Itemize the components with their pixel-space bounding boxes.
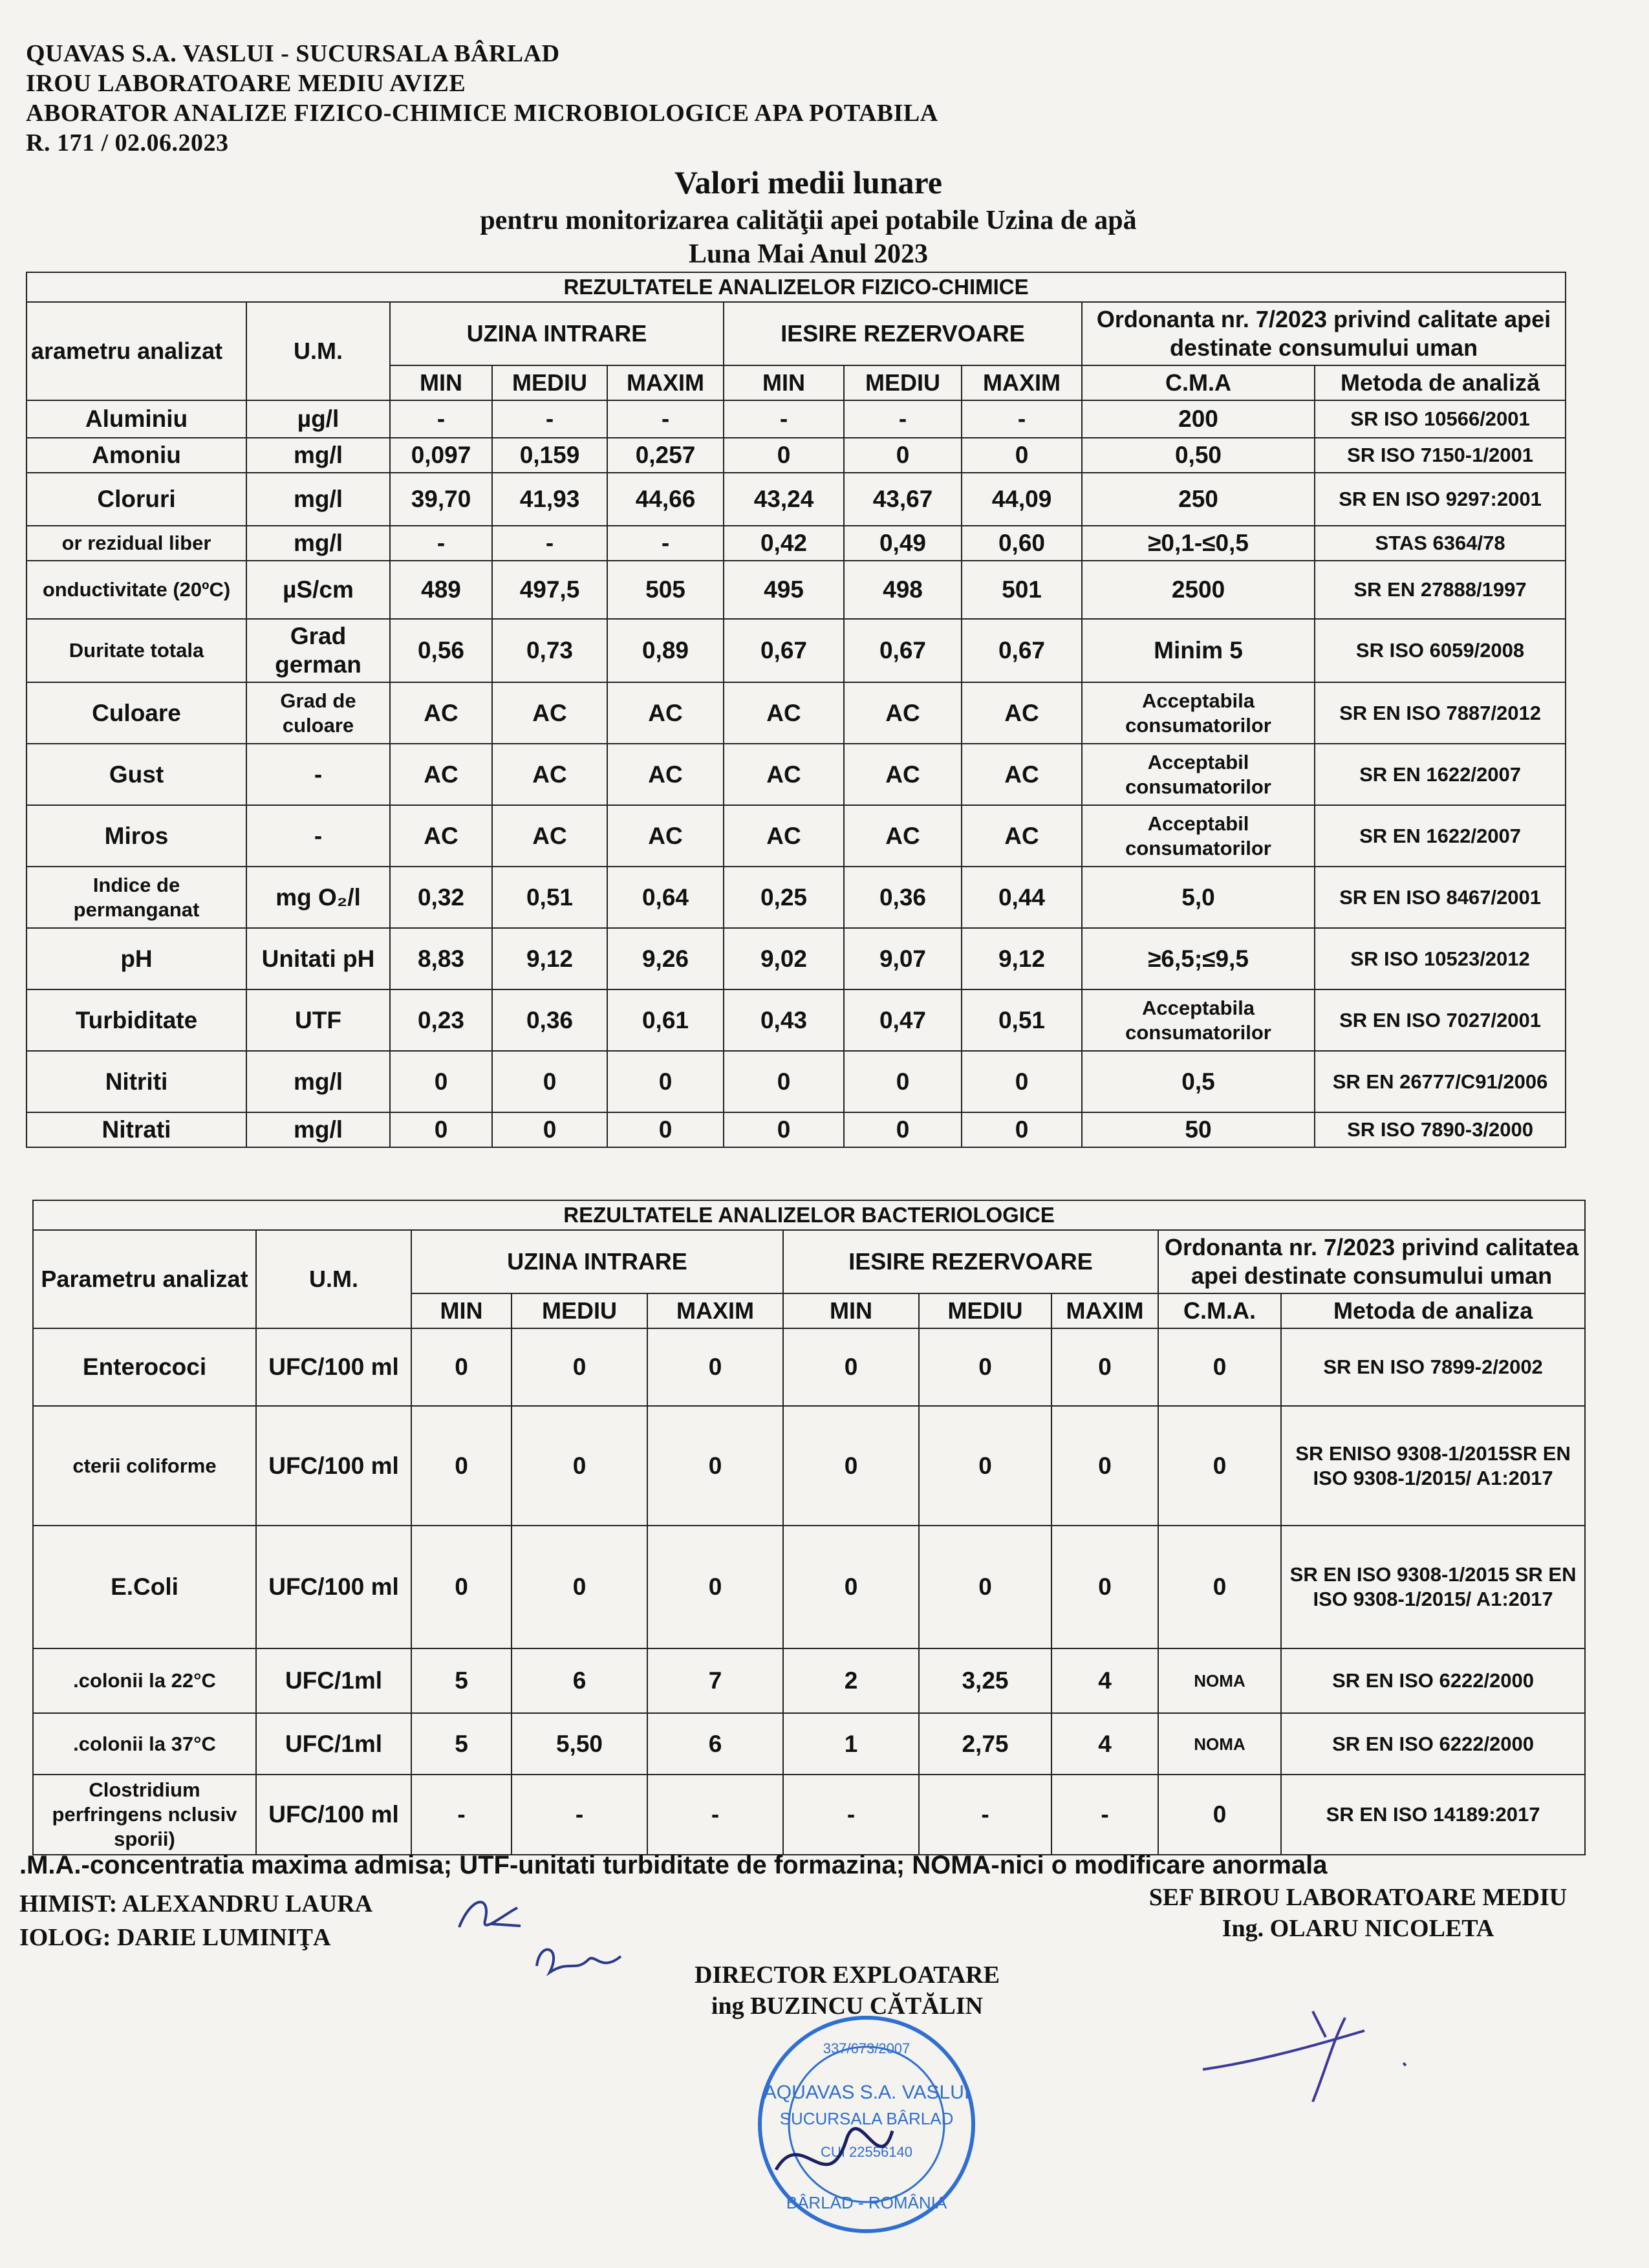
chem-group-out: IESIRE REZERVOARE	[724, 302, 1082, 365]
chem-cell-cma: 2500	[1082, 561, 1315, 619]
chem-cell-um: Grad german	[246, 619, 390, 682]
bact-cell-out-min: 0	[783, 1328, 919, 1406]
chem-cell-in-mediu: AC	[492, 805, 607, 867]
chem-cell-in-min: 489	[390, 561, 492, 619]
bact-cell-metoda: SR EN ISO 6222/2000	[1281, 1648, 1585, 1713]
bact-cell-out-mediu: 0	[919, 1526, 1051, 1648]
chem-cell-um: mg/l	[246, 1051, 390, 1112]
bact-cell-cma: NOMA	[1158, 1713, 1281, 1775]
chem-cell-in-mediu: 0,51	[492, 867, 607, 928]
chem-cell-um: -	[246, 744, 390, 805]
chem-cell-in-min: 0,23	[390, 989, 492, 1051]
chem-cell-cma: 5,0	[1082, 867, 1315, 928]
chem-cell-out-mediu: 0,67	[844, 619, 962, 682]
bact-cell-in-min: 0	[411, 1406, 512, 1526]
chem-mediu-out: MEDIU	[844, 365, 962, 400]
chem-cell-out-maxim: AC	[962, 744, 1082, 805]
bact-cell-um: UFC/1ml	[256, 1648, 411, 1713]
chem-cell-out-mediu: 0	[844, 1051, 962, 1112]
chem-mediu-in: MEDIU	[492, 365, 607, 400]
chem-cell-cma: Minim 5	[1082, 619, 1315, 682]
bact-cell-um: UFC/100 ml	[256, 1775, 411, 1855]
chem-cell-param: Turbiditate	[27, 989, 246, 1051]
chem-cell-um: mg/l	[246, 438, 390, 473]
chem-cell-cma: 50	[1082, 1112, 1315, 1147]
chief-signature	[1196, 1992, 1429, 2121]
chem-row	[27, 400, 1566, 438]
bact-cell-um: UFC/100 ml	[256, 1406, 411, 1526]
chem-section-row	[27, 272, 1566, 302]
chem-cell-out-min: -	[724, 400, 844, 438]
bact-mediu-out: MEDIU	[919, 1293, 1051, 1328]
chem-cell-out-min: 0,67	[724, 619, 844, 682]
chem-cell-out-min: AC	[724, 744, 844, 805]
chem-cell-in-maxim: 505	[607, 561, 724, 619]
bact-cell-in-min: -	[411, 1775, 512, 1855]
chem-row	[27, 1112, 1566, 1147]
chem-cell-in-min: 39,70	[390, 473, 492, 526]
chem-cell-in-min: 8,83	[390, 928, 492, 989]
bact-cma: C.M.A.	[1158, 1293, 1281, 1328]
chem-cell-in-mediu: 0,36	[492, 989, 607, 1051]
registration-number: R. 171 / 02.06.2023	[26, 129, 229, 157]
chem-cell-out-mediu: 9,07	[844, 928, 962, 989]
bact-section-title: REZULTATELE ANALIZELOR BACTERIOLOGICE	[33, 1200, 1585, 1230]
document-title: Valori medii lunare	[674, 164, 942, 200]
chem-cell-in-min: 0,32	[390, 867, 492, 928]
bact-cell-in-mediu: -	[512, 1775, 647, 1855]
chem-cell-out-maxim: 0,67	[962, 619, 1082, 682]
chem-cell-in-maxim: 0,64	[607, 867, 724, 928]
bact-cell-out-mediu: -	[919, 1775, 1051, 1855]
bact-cell-metoda: SR EN ISO 14189:2017	[1281, 1775, 1585, 1855]
bact-cell-cma: 0	[1158, 1775, 1281, 1855]
chem-cell-out-maxim: AC	[962, 682, 1082, 744]
director-name: ing BUZINCU CĂTĂLIN	[711, 1993, 984, 2020]
bact-cell-out-min: 0	[783, 1406, 919, 1526]
chem-cell-in-mediu: 0,73	[492, 619, 607, 682]
chem-cell-metoda: SR ISO 10566/2001	[1315, 400, 1566, 438]
chem-min-out: MIN	[724, 365, 844, 400]
chem-cell-in-min: 0	[390, 1112, 492, 1147]
bact-cell-in-mediu: 6	[512, 1648, 647, 1713]
chem-cell-out-min: AC	[724, 682, 844, 744]
chem-cell-um: mg/l	[246, 1112, 390, 1147]
chem-cell-metoda: SR EN ISO 7887/2012	[1315, 682, 1566, 744]
bact-cell-in-min: 5	[411, 1713, 512, 1775]
chem-cell-in-maxim: 0,257	[607, 438, 724, 473]
bact-cell-out-mediu: 2,75	[919, 1713, 1051, 1775]
department-name: IROU LABORATOARE MEDIU AVIZE	[26, 70, 466, 97]
chem-cell-cma: Acceptabila consumatorilor	[1082, 682, 1315, 744]
chem-cell-um: Unitati pH	[246, 928, 390, 989]
chem-cell-metoda: SR ISO 7150-1/2001	[1315, 438, 1566, 473]
chem-cell-in-maxim: AC	[607, 682, 724, 744]
chem-group-in: UZINA INTRARE	[390, 302, 724, 365]
chem-cell-param: Miros	[27, 805, 246, 867]
chem-cell-in-min: 0,56	[390, 619, 492, 682]
bact-group-out: IESIRE REZERVOARE	[783, 1230, 1158, 1293]
chem-maxim-out: MAXIM	[962, 365, 1082, 400]
bact-cell-in-min: 0	[411, 1328, 512, 1406]
bact-cell-out-min: -	[783, 1775, 919, 1855]
chem-cell-param: Cloruri	[27, 473, 246, 526]
bact-cell-out-maxim: 4	[1051, 1713, 1158, 1775]
bact-cell-in-mediu: 0	[512, 1406, 647, 1526]
bact-cell-um: UFC/100 ml	[256, 1526, 411, 1648]
chem-cell-metoda: STAS 6364/78	[1315, 526, 1566, 561]
bact-min-out: MIN	[783, 1293, 919, 1328]
chem-cell-out-maxim: 0,44	[962, 867, 1082, 928]
chem-row	[27, 928, 1566, 989]
chem-row	[27, 619, 1566, 682]
chem-cell-metoda: SR ISO 10523/2012	[1315, 928, 1566, 989]
bact-cell-in-maxim: 0	[647, 1526, 783, 1648]
bact-cell-in-mediu: 5,50	[512, 1713, 647, 1775]
chem-cell-in-mediu: 497,5	[492, 561, 607, 619]
chem-maxim-in: MAXIM	[607, 365, 724, 400]
chem-group-ord: Ordonanta nr. 7/2023 privind calitate apei destinate consumului uman	[1082, 302, 1566, 365]
chem-cell-cma: ≥6,5;≤9,5	[1082, 928, 1315, 989]
chem-cell-in-min: -	[390, 400, 492, 438]
bact-group-in: UZINA INTRARE	[411, 1230, 783, 1293]
bact-cell-out-maxim: 4	[1051, 1648, 1158, 1713]
chem-cell-in-mediu: 9,12	[492, 928, 607, 989]
chem-cell-in-maxim: -	[607, 400, 724, 438]
chem-cell-param: Nitriti	[27, 1051, 246, 1112]
document-subtitle: pentru monitorizarea calităţii apei potabile Uzina de apă	[480, 206, 1137, 235]
bact-cell-cma: 0	[1158, 1328, 1281, 1406]
chem-cell-out-maxim: AC	[962, 805, 1082, 867]
bact-cell-out-maxim: 0	[1051, 1406, 1158, 1526]
chem-cell-um: mg/l	[246, 526, 390, 561]
chem-cell-out-mediu: 0	[844, 438, 962, 473]
chem-cell-in-min: 0,097	[390, 438, 492, 473]
bact-cell-cma: 0	[1158, 1526, 1281, 1648]
chem-cell-metoda: SR EN ISO 8467/2001	[1315, 867, 1566, 928]
chem-row	[27, 989, 1566, 1051]
chemist-signature	[453, 1888, 530, 1940]
bact-header-row	[33, 1230, 1585, 1293]
chem-cell-metoda: SR EN 27888/1997	[1315, 561, 1566, 619]
bact-body	[33, 1328, 1585, 1855]
document-footer	[19, 1850, 1604, 2020]
chem-cell-in-mediu: 41,93	[492, 473, 607, 526]
biologist-signature	[530, 1934, 627, 1985]
chem-cell-in-maxim: 0,61	[607, 989, 724, 1051]
bact-cell-um: UFC/100 ml	[256, 1328, 411, 1406]
chem-row	[27, 1051, 1566, 1112]
chem-cell-in-maxim: 0	[607, 1112, 724, 1147]
bact-row	[33, 1775, 1585, 1855]
chem-cell-um: µg/l	[246, 400, 390, 438]
chem-row	[27, 526, 1566, 561]
chem-cell-in-mediu: -	[492, 526, 607, 561]
chem-row	[27, 438, 1566, 473]
chem-cell-um: -	[246, 805, 390, 867]
chem-cell-out-min: AC	[724, 805, 844, 867]
bact-col-param: Parametru analizat	[33, 1230, 256, 1328]
chief-name: Ing. OLARU NICOLETA	[1222, 1915, 1494, 1942]
chem-cell-in-mediu: AC	[492, 682, 607, 744]
bact-cell-in-maxim: 6	[647, 1713, 783, 1775]
bact-cell-um: UFC/1ml	[256, 1713, 411, 1775]
chem-cell-cma: Acceptabil consumatorilor	[1082, 805, 1315, 867]
chem-cell-in-min: AC	[390, 805, 492, 867]
bact-cell-in-mediu: 0	[512, 1328, 647, 1406]
bact-row	[33, 1713, 1585, 1775]
chem-cell-cma: ≥0,1-≤0,5	[1082, 526, 1315, 561]
chem-cell-metoda: SR EN 26777/C91/2006	[1315, 1051, 1566, 1112]
chem-cell-param: Indice de permanganat	[27, 867, 246, 928]
chem-cell-param: Culoare	[27, 682, 246, 744]
bact-cell-in-min: 5	[411, 1648, 512, 1713]
chem-cell-out-min: 0	[724, 1112, 844, 1147]
bact-maxim-in: MAXIM	[647, 1293, 783, 1328]
bact-cell-in-maxim: 7	[647, 1648, 783, 1713]
chem-cell-in-mediu: AC	[492, 744, 607, 805]
chem-cell-out-mediu: 43,67	[844, 473, 962, 526]
bact-cell-in-maxim: -	[647, 1775, 783, 1855]
chem-cell-out-mediu: AC	[844, 682, 962, 744]
chem-row	[27, 744, 1566, 805]
chem-cell-cma: Acceptabil consumatorilor	[1082, 744, 1315, 805]
stamp-line1: 337/673/2007	[823, 2040, 911, 2057]
chem-section-title: REZULTATELE ANALIZELOR FIZICO-CHIMICE	[27, 272, 1566, 302]
chem-cell-metoda: SR EN 1622/2007	[1315, 744, 1566, 805]
bact-cell-out-min: 1	[783, 1713, 919, 1775]
chem-cell-param: Duritate totala	[27, 619, 246, 682]
bact-col-um: U.M.	[256, 1230, 411, 1328]
director-title: DIRECTOR EXPLOATARE	[695, 1961, 1000, 1989]
chief-block	[1106, 1882, 1610, 1944]
chem-cell-out-maxim: 501	[962, 561, 1082, 619]
chem-row	[27, 561, 1566, 619]
chem-cell-out-mediu: -	[844, 400, 962, 438]
stamp-line5: BÂRLAD - ROMÂNIA	[786, 2193, 947, 2212]
bact-cell-in-min: 0	[411, 1526, 512, 1648]
bact-row	[33, 1406, 1585, 1526]
bact-cell-param: cterii coliforme	[33, 1406, 256, 1526]
chem-cell-in-maxim: 0	[607, 1051, 724, 1112]
bact-cell-out-mediu: 0	[919, 1328, 1051, 1406]
chem-row	[27, 473, 1566, 526]
chem-body	[27, 400, 1566, 1147]
chem-metoda: Metoda de analiză	[1315, 365, 1566, 400]
bact-cell-out-maxim: 0	[1051, 1526, 1158, 1648]
bact-group-ord: Ordonanta nr. 7/2023 privind calitatea apei destinate consumului uman	[1158, 1230, 1585, 1293]
bact-maxim-out: MAXIM	[1051, 1293, 1158, 1328]
stamp-line2: AQUAVAS S.A. VASLUI	[763, 2082, 970, 2103]
chem-cell-out-maxim: 0	[962, 1051, 1082, 1112]
chem-cell-um: µS/cm	[246, 561, 390, 619]
chem-cell-out-maxim: -	[962, 400, 1082, 438]
chem-cell-out-mediu: 0,49	[844, 526, 962, 561]
bact-cell-out-maxim: -	[1051, 1775, 1158, 1855]
bact-cell-param: E.Coli	[33, 1526, 256, 1648]
chem-cell-out-min: 0	[724, 438, 844, 473]
bact-results-table	[32, 1200, 1586, 1855]
chem-cell-in-mediu: 0,159	[492, 438, 607, 473]
chem-min-in: MIN	[390, 365, 492, 400]
chem-cell-out-maxim: 0	[962, 1112, 1082, 1147]
chem-cell-out-min: 43,24	[724, 473, 844, 526]
company-stamp	[750, 2008, 983, 2241]
chem-cell-param: Aluminiu	[27, 400, 246, 438]
chem-row	[27, 805, 1566, 867]
bact-metoda: Metoda de analiza	[1281, 1293, 1585, 1328]
bact-cell-out-min: 2	[783, 1648, 919, 1713]
chem-cell-param: Amoniu	[27, 438, 246, 473]
laboratory-name: ABORATOR ANALIZE FIZICO-CHIMICE MICROBIOLOGICE APA POTABILA	[26, 100, 938, 127]
chem-cell-out-min: 0,25	[724, 867, 844, 928]
chemist-name: HIMIST: ALEXANDRU LAURA	[19, 1890, 373, 1917]
chem-cell-out-min: 0,42	[724, 526, 844, 561]
chem-cell-out-maxim: 44,09	[962, 473, 1082, 526]
chem-cell-metoda: SR ISO 6059/2008	[1315, 619, 1566, 682]
bact-row	[33, 1648, 1585, 1713]
bact-cell-metoda: SR ENISO 9308-1/2015SR EN ISO 9308-1/2015/ A1:2017	[1281, 1406, 1585, 1526]
chem-col-um: U.M.	[246, 302, 390, 400]
chief-title: SEF BIROU LABORATOARE MEDIU	[1148, 1884, 1568, 1911]
bact-cell-in-maxim: 0	[647, 1406, 783, 1526]
title-block	[259, 162, 1358, 270]
chem-cell-in-maxim: 9,26	[607, 928, 724, 989]
chem-cell-out-min: 495	[724, 561, 844, 619]
chem-row	[27, 682, 1566, 744]
bact-cell-param: Enterococi	[33, 1328, 256, 1406]
chem-cell-metoda: SR EN 1622/2007	[1315, 805, 1566, 867]
chem-cell-out-mediu: 498	[844, 561, 962, 619]
stamp-line4: CUI 22556140	[821, 2144, 912, 2160]
chem-cell-out-mediu: 0,36	[844, 867, 962, 928]
bact-cell-out-mediu: 0	[919, 1406, 1051, 1526]
chem-cell-cma: 0,50	[1082, 438, 1315, 473]
chem-cell-cma: 200	[1082, 400, 1315, 438]
chem-cell-cma: 250	[1082, 473, 1315, 526]
chem-cell-param: Gust	[27, 744, 246, 805]
chem-cell-out-maxim: 0,51	[962, 989, 1082, 1051]
bact-row	[33, 1328, 1585, 1406]
chem-cell-metoda: SR EN ISO 7027/2001	[1315, 989, 1566, 1051]
chem-cell-um: Grad de culoare	[246, 682, 390, 744]
bact-cell-param: .colonii la 22°C	[33, 1648, 256, 1713]
chem-cell-cma: Acceptabila consumatorilor	[1082, 989, 1315, 1051]
chem-cell-metoda: SR EN ISO 9297:2001	[1315, 473, 1566, 526]
chem-cell-in-min: AC	[390, 682, 492, 744]
chem-cell-out-maxim: 0,60	[962, 526, 1082, 561]
chem-cell-in-min: -	[390, 526, 492, 561]
bact-mediu-in: MEDIU	[512, 1293, 647, 1328]
chem-cell-out-mediu: 0	[844, 1112, 962, 1147]
chem-col-param: arametru analizat	[27, 302, 246, 400]
chem-cell-out-min: 0,43	[724, 989, 844, 1051]
bact-cell-metoda: SR EN ISO 6222/2000	[1281, 1713, 1585, 1775]
chem-cell-um: mg O₂/l	[246, 867, 390, 928]
chem-cell-out-maxim: 9,12	[962, 928, 1082, 989]
chem-cell-param: pH	[27, 928, 246, 989]
bact-cell-cma: 0	[1158, 1406, 1281, 1526]
stamp-line3: SUCURSALA BÂRLAD	[779, 2109, 954, 2128]
chem-cell-out-mediu: AC	[844, 744, 962, 805]
chem-cell-param: or rezidual liber	[27, 526, 246, 561]
bact-section-row	[33, 1200, 1585, 1230]
bact-cell-out-mediu: 3,25	[919, 1648, 1051, 1713]
bact-cell-out-maxim: 0	[1051, 1328, 1158, 1406]
chem-cell-metoda: SR ISO 7890-3/2000	[1315, 1112, 1566, 1147]
chem-cell-in-min: 0	[390, 1051, 492, 1112]
document-header	[26, 39, 1125, 158]
bact-cell-in-mediu: 0	[512, 1526, 647, 1648]
bact-cell-param: Clostridium perfringens nclusiv sporii)	[33, 1775, 256, 1855]
chem-cell-out-min: 9,02	[724, 928, 844, 989]
chem-row	[27, 867, 1566, 928]
bact-min-in: MIN	[411, 1293, 512, 1328]
chem-cma: C.M.A	[1082, 365, 1315, 400]
chem-cell-in-maxim: AC	[607, 805, 724, 867]
bact-row	[33, 1526, 1585, 1648]
chem-cell-in-maxim: 0,89	[607, 619, 724, 682]
chem-cell-param: Nitrati	[27, 1112, 246, 1147]
chem-cell-in-mediu: -	[492, 400, 607, 438]
chem-cell-in-maxim: 44,66	[607, 473, 724, 526]
chem-cell-cma: 0,5	[1082, 1051, 1315, 1112]
chem-cell-param: onductivitate (20ºC)	[27, 561, 246, 619]
chem-cell-out-mediu: 0,47	[844, 989, 962, 1051]
bact-cell-metoda: SR EN ISO 9308-1/2015 SR EN ISO 9308-1/2015/ A1:2017	[1281, 1526, 1585, 1648]
chem-results-table	[26, 272, 1566, 1148]
chem-cell-in-min: AC	[390, 744, 492, 805]
bact-cell-metoda: SR EN ISO 7899-2/2002	[1281, 1328, 1585, 1406]
chem-cell-um: mg/l	[246, 473, 390, 526]
chem-cell-out-min: 0	[724, 1051, 844, 1112]
report-period: Luna Mai Anul 2023	[689, 239, 928, 269]
chem-header-row	[27, 302, 1566, 365]
company-name: QUAVAS S.A. VASLUI - SUCURSALA BÂRLAD	[26, 40, 560, 67]
bact-cell-cma: NOMA	[1158, 1648, 1281, 1713]
abbreviations-note: .M.A.-concentratia maxima admisa; UTF-unitati turbiditate de formazina; NOMA-nici o modificare anormala	[19, 1851, 1328, 1879]
bact-cell-out-min: 0	[783, 1526, 919, 1648]
chem-cell-um: UTF	[246, 989, 390, 1051]
bact-cell-param: .colonii la 37°C	[33, 1713, 256, 1775]
biologist-name: IOLOG: DARIE LUMINIŢA	[19, 1924, 331, 1951]
chem-cell-in-maxim: AC	[607, 744, 724, 805]
chem-cell-in-mediu: 0	[492, 1051, 607, 1112]
chem-cell-in-mediu: 0	[492, 1112, 607, 1147]
chem-cell-out-maxim: 0	[962, 438, 1082, 473]
chem-cell-out-mediu: AC	[844, 805, 962, 867]
chem-cell-in-maxim: -	[607, 526, 724, 561]
bact-cell-in-maxim: 0	[647, 1328, 783, 1406]
